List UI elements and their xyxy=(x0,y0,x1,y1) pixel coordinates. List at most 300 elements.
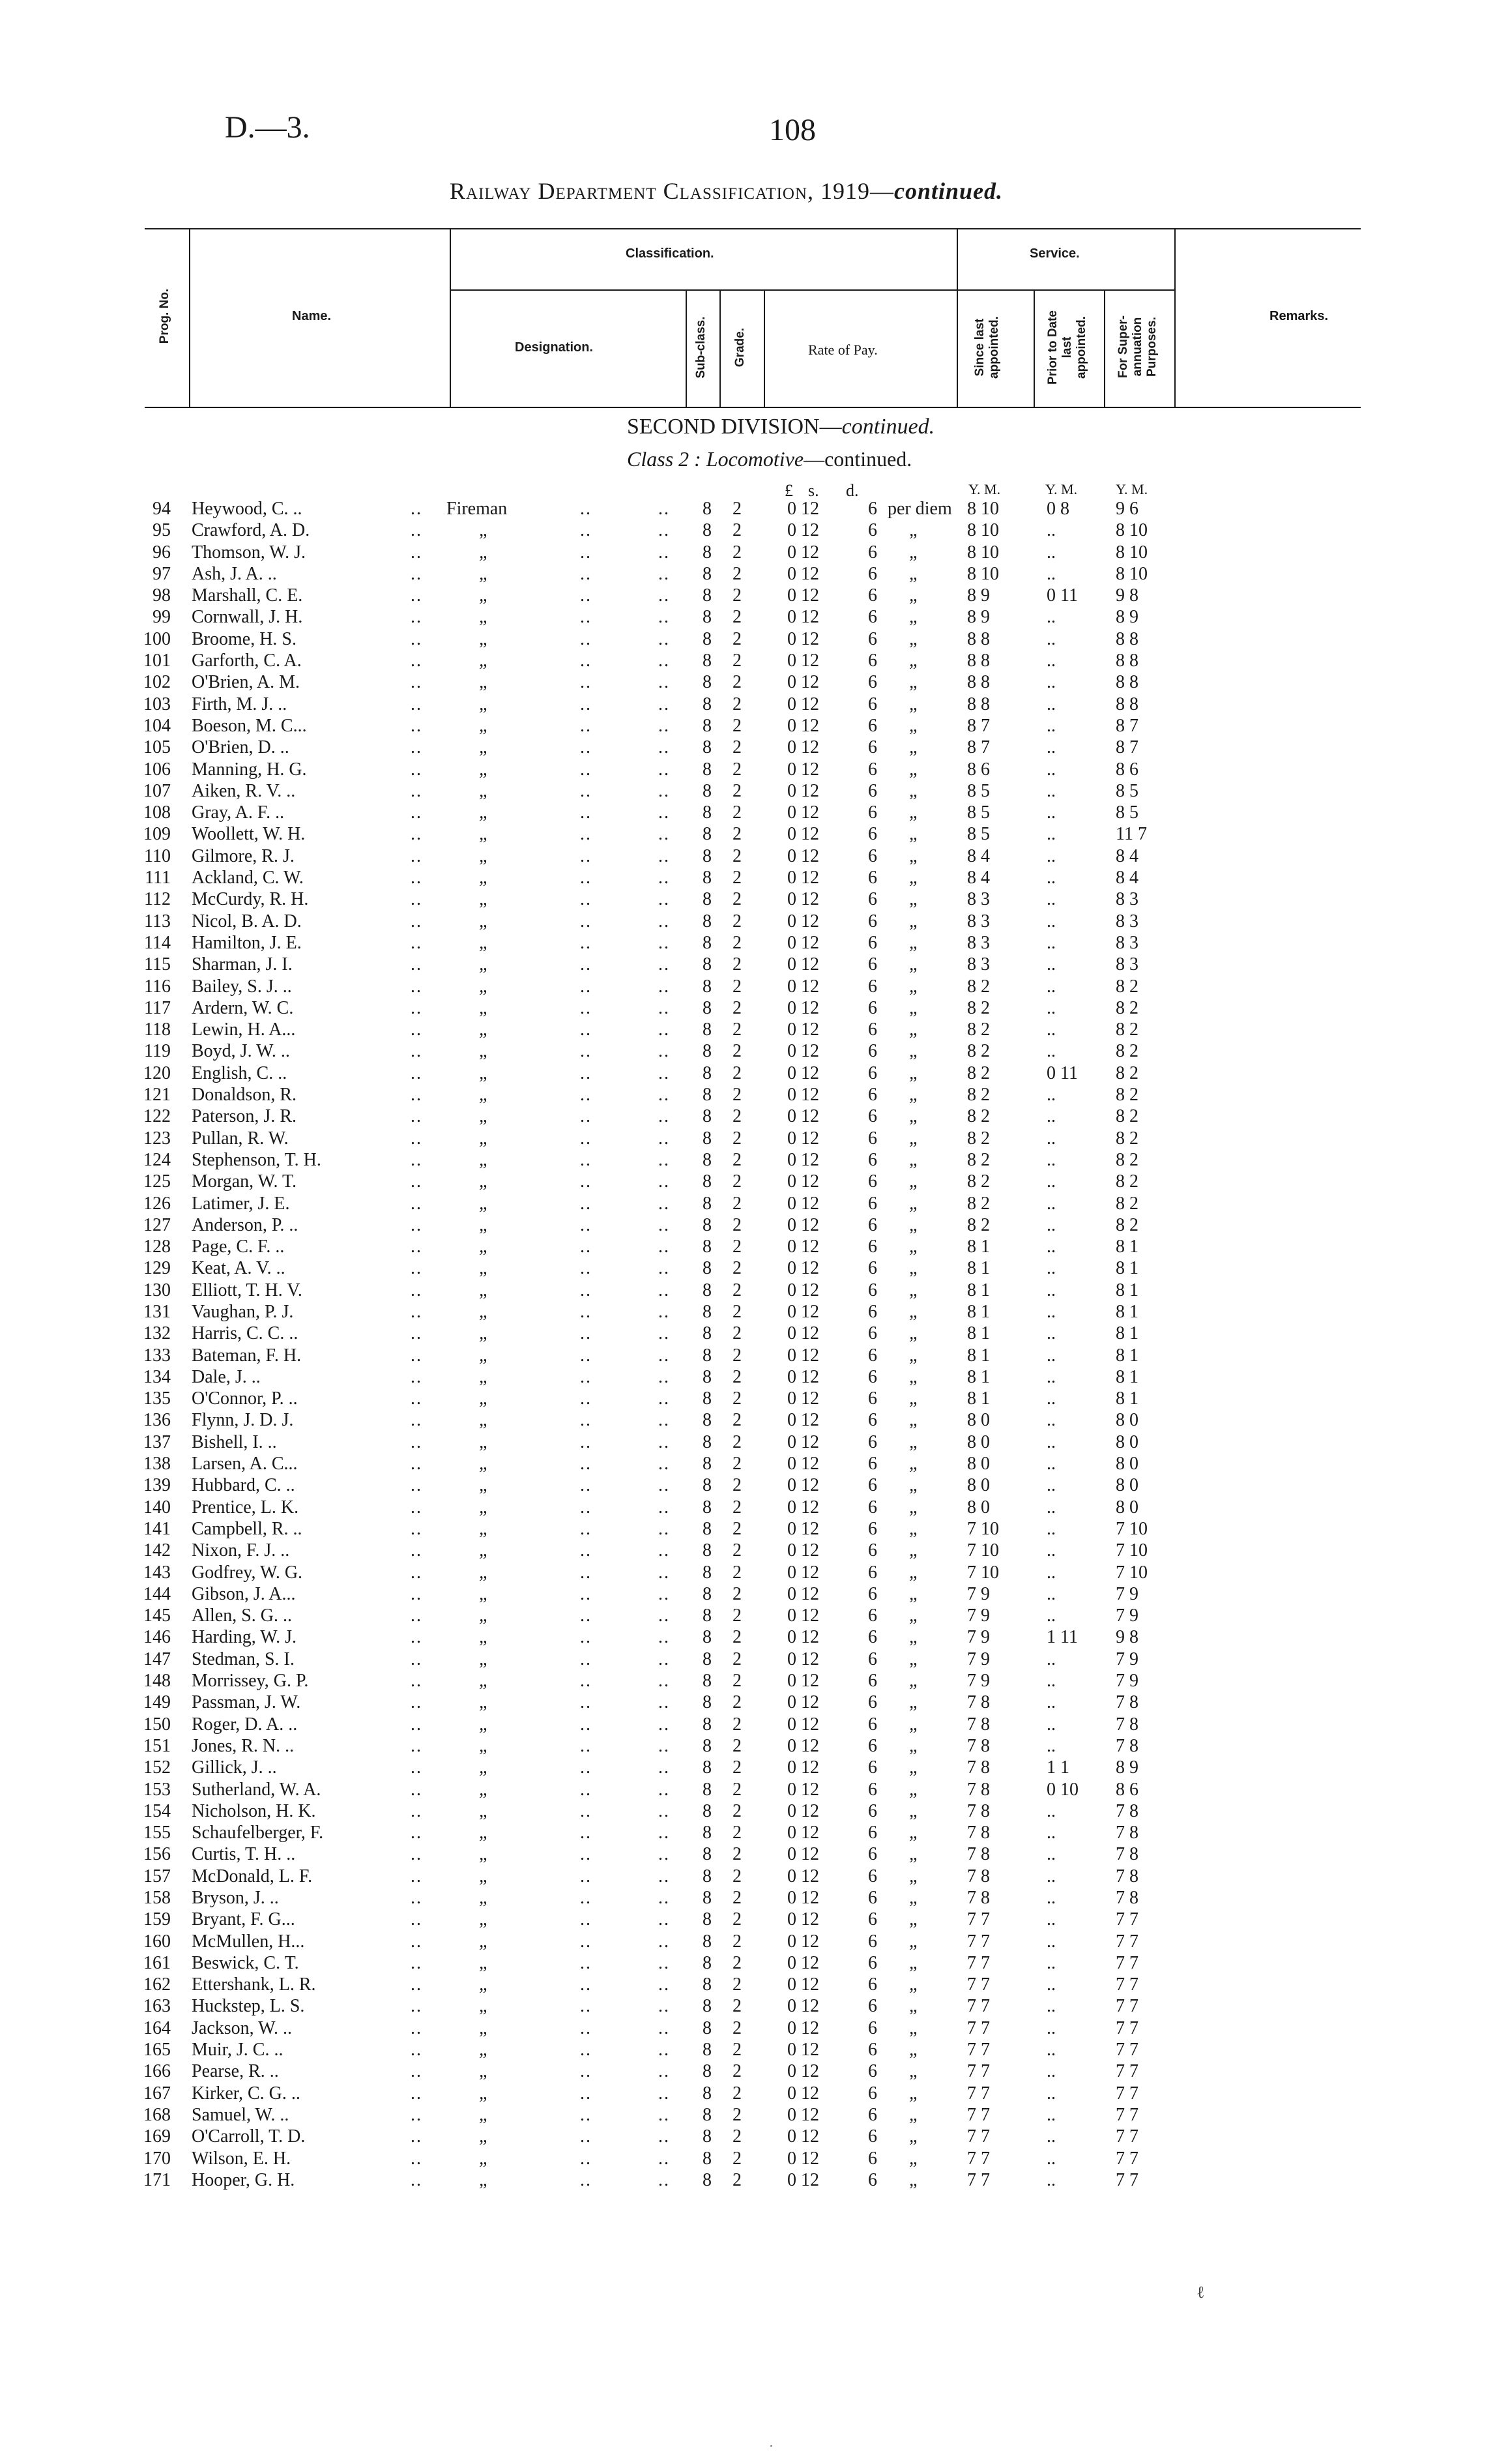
grade: 2 xyxy=(732,607,742,628)
service-since-last: 7 9 xyxy=(967,1649,990,1669)
prog-no: 159 xyxy=(143,1909,171,1930)
designation: „ xyxy=(479,759,489,780)
leader-dots: .. xyxy=(658,737,670,758)
leader-dots: .. xyxy=(580,1301,592,1322)
service-prior: .. xyxy=(1047,1214,1056,1235)
service-superannuation: 7 7 xyxy=(1116,2083,1138,2104)
grade: 2 xyxy=(732,2104,742,2125)
service-superannuation: 9 8 xyxy=(1116,1627,1138,1648)
employee-name: Crawford, A. D. xyxy=(192,520,310,541)
rate-of-pay: 0 12 xyxy=(787,563,819,584)
rate-of-pay: 0 12 xyxy=(787,1301,819,1322)
prog-no: 156 xyxy=(143,1844,171,1865)
service-prior: .. xyxy=(1047,1518,1056,1539)
prog-no: 142 xyxy=(143,1540,171,1561)
service-since-last: 8 2 xyxy=(967,1085,990,1106)
prog-no: 108 xyxy=(143,802,171,823)
grade: 2 xyxy=(732,1237,742,1257)
subclass: 8 xyxy=(703,780,712,801)
grade: 2 xyxy=(732,802,742,823)
rate-of-pay: 0 12 xyxy=(787,780,819,801)
per-diem: „ xyxy=(909,1974,920,1995)
service-prior: .. xyxy=(1047,1735,1056,1756)
grade: 2 xyxy=(732,780,742,801)
designation: „ xyxy=(479,1671,489,1692)
per-diem: „ xyxy=(909,1996,920,2017)
employee-name: Firth, M. J. .. xyxy=(192,694,287,714)
grade: 2 xyxy=(732,976,742,997)
service-prior: .. xyxy=(1047,1410,1056,1431)
leader-dots: .. xyxy=(580,1063,592,1083)
per-diem: „ xyxy=(909,1909,920,1930)
leader-dots: .. xyxy=(658,1431,670,1452)
table-row xyxy=(0,802,1493,823)
grade: 2 xyxy=(732,694,742,714)
per-diem: „ xyxy=(909,585,920,606)
prog-no: 128 xyxy=(143,1237,171,1257)
pence: 6 xyxy=(868,1888,877,1908)
service-prior: .. xyxy=(1047,1475,1056,1496)
grade: 2 xyxy=(732,585,742,606)
designation: „ xyxy=(479,2083,489,2104)
leader-dots: .. xyxy=(580,976,592,997)
service-prior: .. xyxy=(1047,1800,1056,1821)
service-prior: .. xyxy=(1047,1671,1056,1692)
leader-dots: .. xyxy=(580,1996,592,2017)
leader-dots: .. xyxy=(658,651,670,671)
per-diem: „ xyxy=(909,628,920,649)
service-prior: 0 8 xyxy=(1047,499,1069,519)
grade: 2 xyxy=(732,845,742,866)
pence: 6 xyxy=(868,976,877,997)
leader-dots: .. xyxy=(658,2017,670,2038)
per-diem: „ xyxy=(909,1800,920,1821)
table-row xyxy=(0,1280,1493,1301)
rate-of-pay: 0 12 xyxy=(787,607,819,628)
service-superannuation: 8 2 xyxy=(1116,1171,1138,1192)
rate-of-pay: 0 12 xyxy=(787,932,819,953)
leader-dots: .. xyxy=(658,1714,670,1735)
leader-dots: .. xyxy=(580,1823,592,1843)
leader-dots: .. xyxy=(658,1214,670,1235)
per-diem: „ xyxy=(909,1388,920,1409)
leader-dots: .. xyxy=(580,1041,592,1062)
leader-dots: .. xyxy=(411,1149,422,1170)
rate-of-pay: 0 12 xyxy=(787,954,819,975)
prog-no: 139 xyxy=(143,1475,171,1496)
service-prior: .. xyxy=(1047,976,1056,997)
employee-name: English, C. .. xyxy=(192,1063,287,1083)
header-rate-of-pay: Rate of Pay. xyxy=(808,342,878,358)
table-row xyxy=(0,542,1493,563)
per-diem: „ xyxy=(909,2169,920,2190)
service-superannuation: 7 7 xyxy=(1116,2126,1138,2147)
service-prior: .. xyxy=(1047,1085,1056,1106)
subclass: 8 xyxy=(703,2104,712,2125)
prog-no: 163 xyxy=(143,1996,171,2017)
rule-v-prog xyxy=(189,228,190,408)
employee-name: Vaughan, P. J. xyxy=(192,1301,294,1322)
subclass: 8 xyxy=(703,1779,712,1800)
page-number: 108 xyxy=(769,113,816,147)
subclass: 8 xyxy=(703,1627,712,1648)
service-prior: .. xyxy=(1047,1952,1056,1973)
service-prior: .. xyxy=(1047,1866,1056,1886)
leader-dots: .. xyxy=(411,2040,422,2061)
leader-dots: .. xyxy=(658,976,670,997)
designation: „ xyxy=(479,1323,489,1344)
pence: 6 xyxy=(868,585,877,606)
service-since-last: 8 3 xyxy=(967,954,990,975)
service-prior: .. xyxy=(1047,715,1056,736)
leader-dots: .. xyxy=(658,1388,670,1409)
per-diem: „ xyxy=(909,1562,920,1583)
pence: 6 xyxy=(868,824,877,845)
designation: Fireman xyxy=(446,499,508,519)
leader-dots: .. xyxy=(658,1041,670,1062)
leader-dots: .. xyxy=(580,824,592,845)
leader-dots: .. xyxy=(658,1800,670,1821)
subclass: 8 xyxy=(703,1410,712,1431)
leader-dots: .. xyxy=(580,1454,592,1474)
prog-no: 168 xyxy=(143,2104,171,2125)
grade: 2 xyxy=(732,499,742,519)
grade: 2 xyxy=(732,1671,742,1692)
rate-of-pay: 0 12 xyxy=(787,1149,819,1170)
leader-dots: .. xyxy=(658,1497,670,1518)
grade: 2 xyxy=(732,1323,742,1344)
prog-no: 135 xyxy=(143,1388,171,1409)
leader-dots: .. xyxy=(580,1779,592,1800)
table-row xyxy=(0,1952,1493,1974)
pence: 6 xyxy=(868,1757,877,1778)
margin-mark: ℓ xyxy=(1196,2283,1205,2302)
pence: 6 xyxy=(868,1714,877,1735)
per-diem: „ xyxy=(909,607,920,628)
grade: 2 xyxy=(732,1475,742,1496)
subclass: 8 xyxy=(703,1823,712,1843)
designation: „ xyxy=(479,694,489,714)
subclass: 8 xyxy=(703,1952,712,1973)
pence: 6 xyxy=(868,1410,877,1431)
designation: „ xyxy=(479,672,489,693)
service-since-last: 7 9 xyxy=(967,1606,990,1626)
subclass: 8 xyxy=(703,563,712,584)
designation: „ xyxy=(479,824,489,845)
service-since-last: 7 7 xyxy=(967,2104,990,2125)
subclass: 8 xyxy=(703,542,712,563)
pence: 6 xyxy=(868,1974,877,1995)
leader-dots: .. xyxy=(580,1540,592,1561)
rate-of-pay: 0 12 xyxy=(787,1106,819,1127)
prog-no: 122 xyxy=(143,1106,171,1127)
table-row xyxy=(0,1474,1493,1496)
employee-name: Woollett, W. H. xyxy=(192,824,306,845)
pence: 6 xyxy=(868,1909,877,1930)
service-superannuation: 8 1 xyxy=(1116,1388,1138,1409)
leader-dots: .. xyxy=(411,1193,422,1214)
employee-name: Boyd, J. W. .. xyxy=(192,1041,290,1062)
pence: 6 xyxy=(868,1692,877,1713)
grade: 2 xyxy=(732,1085,742,1106)
service-prior: 0 11 xyxy=(1047,1063,1078,1083)
subclass: 8 xyxy=(703,2126,712,2147)
service-prior: .. xyxy=(1047,868,1056,888)
service-prior: .. xyxy=(1047,1562,1056,1583)
subclass: 8 xyxy=(703,737,712,758)
table-row xyxy=(0,1714,1493,1735)
leader-dots: .. xyxy=(658,2061,670,2082)
leader-dots: .. xyxy=(411,976,422,997)
unit-super: Y. M. xyxy=(1116,481,1148,497)
per-diem: „ xyxy=(909,2040,920,2061)
per-diem: „ xyxy=(909,824,920,845)
employee-name: Harris, C. C. .. xyxy=(192,1323,298,1344)
table-row xyxy=(0,1453,1493,1474)
leader-dots: .. xyxy=(580,1388,592,1409)
service-superannuation: 7 7 xyxy=(1116,1996,1138,2017)
table-row xyxy=(0,1909,1493,1930)
service-since-last: 8 0 xyxy=(967,1475,990,1496)
subclass: 8 xyxy=(703,1019,712,1040)
employee-name: Garforth, C. A. xyxy=(192,651,302,671)
leader-dots: .. xyxy=(658,1540,670,1561)
employee-name: Bryant, F. G... xyxy=(192,1909,295,1930)
service-superannuation: 7 9 xyxy=(1116,1583,1138,1604)
leader-dots: .. xyxy=(580,2169,592,2190)
service-prior: .. xyxy=(1047,1714,1056,1735)
rate-of-pay: 0 12 xyxy=(787,976,819,997)
leader-dots: .. xyxy=(580,737,592,758)
rate-of-pay: 0 12 xyxy=(787,1888,819,1908)
leader-dots: .. xyxy=(580,1888,592,1908)
service-prior: .. xyxy=(1047,1171,1056,1192)
service-since-last: 8 10 xyxy=(967,542,999,563)
prog-no: 115 xyxy=(144,954,171,975)
grade: 2 xyxy=(732,1757,742,1778)
service-prior: .. xyxy=(1047,2083,1056,2104)
designation: „ xyxy=(479,802,489,823)
leader-dots: .. xyxy=(658,1128,670,1149)
prog-no: 152 xyxy=(143,1757,171,1778)
subclass: 8 xyxy=(703,1497,712,1518)
service-prior: .. xyxy=(1047,954,1056,975)
leader-dots: .. xyxy=(411,737,422,758)
leader-dots: .. xyxy=(411,1996,422,2017)
designation: „ xyxy=(479,1606,489,1626)
employee-name: Flynn, J. D. J. xyxy=(192,1410,294,1431)
unit-prior: Y. M. xyxy=(1045,481,1078,497)
employee-name: Nixon, F. J. .. xyxy=(192,1540,290,1561)
service-prior: .. xyxy=(1047,694,1056,714)
per-diem: „ xyxy=(909,1019,920,1040)
table-row xyxy=(0,1019,1493,1040)
per-diem: „ xyxy=(909,1063,920,1083)
employee-name: Prentice, L. K. xyxy=(192,1497,299,1518)
prog-no: 101 xyxy=(143,651,171,671)
leader-dots: .. xyxy=(658,672,670,693)
subclass: 8 xyxy=(703,1518,712,1539)
service-prior: .. xyxy=(1047,1128,1056,1149)
rate-of-pay: 0 12 xyxy=(787,1388,819,1409)
designation: „ xyxy=(479,1800,489,1821)
service-since-last: 7 8 xyxy=(967,1692,990,1713)
pence: 6 xyxy=(868,1583,877,1604)
employee-name: Harding, W. J. xyxy=(192,1627,297,1648)
employee-name: Dale, J. .. xyxy=(192,1366,261,1387)
leader-dots: .. xyxy=(580,1171,592,1192)
service-since-last: 8 2 xyxy=(967,976,990,997)
leader-dots: .. xyxy=(411,1366,422,1387)
employee-name: Curtis, T. H. .. xyxy=(192,1844,296,1865)
designation: „ xyxy=(479,1888,489,1908)
prog-no: 129 xyxy=(143,1258,171,1279)
leader-dots: .. xyxy=(658,499,670,519)
rate-of-pay: 0 12 xyxy=(787,1019,819,1040)
service-prior: .. xyxy=(1047,802,1056,823)
leader-dots: .. xyxy=(580,1974,592,1995)
designation: „ xyxy=(479,737,489,758)
service-prior: .. xyxy=(1047,2104,1056,2125)
leader-dots: .. xyxy=(658,1410,670,1431)
subclass: 8 xyxy=(703,1866,712,1886)
subclass: 8 xyxy=(703,1280,712,1300)
subclass: 8 xyxy=(703,1041,712,1062)
subclass: 8 xyxy=(703,1063,712,1083)
prog-no: 94 xyxy=(152,499,171,519)
per-diem: „ xyxy=(909,868,920,888)
service-prior: .. xyxy=(1047,2169,1056,2190)
subclass: 8 xyxy=(703,824,712,845)
per-diem: „ xyxy=(909,780,920,801)
subclass: 8 xyxy=(703,802,712,823)
service-superannuation: 8 0 xyxy=(1116,1431,1138,1452)
pence: 6 xyxy=(868,563,877,584)
subclass: 8 xyxy=(703,997,712,1018)
per-diem: „ xyxy=(909,1735,920,1756)
table-row xyxy=(0,2126,1493,2147)
leader-dots: .. xyxy=(580,1280,592,1300)
rate-of-pay: 0 12 xyxy=(787,2169,819,2190)
rate-of-pay: 0 12 xyxy=(787,1692,819,1713)
rate-of-pay: 0 12 xyxy=(787,911,819,931)
service-since-last: 8 3 xyxy=(967,932,990,953)
designation: „ xyxy=(479,2148,489,2169)
table-row xyxy=(0,1540,1493,1561)
grade: 2 xyxy=(732,1149,742,1170)
division-title-suffix: continued. xyxy=(841,415,935,439)
subclass: 8 xyxy=(703,1583,712,1604)
table-row xyxy=(0,759,1493,780)
prog-no: 143 xyxy=(143,1562,171,1583)
leader-dots: .. xyxy=(411,1823,422,1843)
grade: 2 xyxy=(732,1692,742,1713)
employee-name: Boeson, M. C... xyxy=(192,715,307,736)
table-row xyxy=(0,737,1493,758)
pence: 6 xyxy=(868,2061,877,2082)
rate-of-pay: 0 12 xyxy=(787,997,819,1018)
table-row xyxy=(0,1366,1493,1388)
pence: 6 xyxy=(868,1866,877,1886)
per-diem: „ xyxy=(909,737,920,758)
service-prior: .. xyxy=(1047,1454,1056,1474)
rate-of-pay: 0 12 xyxy=(787,1909,819,1930)
rate-of-pay: 0 12 xyxy=(787,585,819,606)
leader-dots: .. xyxy=(411,954,422,975)
leader-dots: .. xyxy=(411,1345,422,1366)
header-prior-to-date: Prior to Date last appointed. xyxy=(1046,310,1088,385)
per-diem: „ xyxy=(909,889,920,910)
per-diem: „ xyxy=(909,932,920,953)
leader-dots: .. xyxy=(411,672,422,693)
grade: 2 xyxy=(732,651,742,671)
pence: 6 xyxy=(868,1128,877,1149)
grade: 2 xyxy=(732,1041,742,1062)
employee-name: Page, C. F. .. xyxy=(192,1237,285,1257)
rule-v-name xyxy=(450,228,451,408)
subclass: 8 xyxy=(703,1431,712,1452)
class-name: Locomotive xyxy=(706,447,804,471)
grade: 2 xyxy=(732,1844,742,1865)
rate-of-pay: 0 12 xyxy=(787,1757,819,1778)
service-prior: .. xyxy=(1047,997,1056,1018)
leader-dots: .. xyxy=(411,1237,422,1257)
header-since-last: Since last appointed. xyxy=(973,315,1001,379)
leader-dots: .. xyxy=(580,1866,592,1886)
pence: 6 xyxy=(868,1085,877,1106)
per-diem: „ xyxy=(909,1431,920,1452)
service-prior: .. xyxy=(1047,1237,1056,1257)
leader-dots: .. xyxy=(411,780,422,801)
service-superannuation: 7 7 xyxy=(1116,2104,1138,2125)
leader-dots: .. xyxy=(411,2169,422,2190)
subclass: 8 xyxy=(703,628,712,649)
pence: 6 xyxy=(868,1627,877,1648)
employee-name: Ettershank, L. R. xyxy=(192,1974,316,1995)
leader-dots: .. xyxy=(411,845,422,866)
service-superannuation: 7 8 xyxy=(1116,1800,1138,1821)
rate-of-pay: 0 12 xyxy=(787,1974,819,1995)
leader-dots: .. xyxy=(658,1649,670,1669)
service-since-last: 8 2 xyxy=(967,1041,990,1062)
leader-dots: .. xyxy=(580,1497,592,1518)
service-superannuation: 8 0 xyxy=(1116,1454,1138,1474)
employee-name: Manning, H. G. xyxy=(192,759,307,780)
rate-of-pay: 0 12 xyxy=(787,2104,819,2125)
leader-dots: .. xyxy=(658,954,670,975)
subclass: 8 xyxy=(703,1974,712,1995)
table-row xyxy=(0,2148,1493,2169)
leader-dots: .. xyxy=(658,2104,670,2125)
header-name: Name. xyxy=(292,309,332,323)
grade: 2 xyxy=(732,1714,742,1735)
service-prior: .. xyxy=(1047,1345,1056,1366)
leader-dots: .. xyxy=(580,1735,592,1756)
leader-dots: .. xyxy=(580,1649,592,1669)
per-diem: „ xyxy=(909,1366,920,1387)
table-row xyxy=(0,498,1493,520)
service-superannuation: 8 2 xyxy=(1116,1085,1138,1106)
employee-name: Donaldson, R. xyxy=(192,1085,297,1106)
leader-dots: .. xyxy=(411,997,422,1018)
service-since-last: 7 9 xyxy=(967,1627,990,1648)
leader-dots: .. xyxy=(580,2104,592,2125)
service-superannuation: 8 2 xyxy=(1116,1149,1138,1170)
rate-of-pay: 0 12 xyxy=(787,1280,819,1300)
pence: 6 xyxy=(868,845,877,866)
pence: 6 xyxy=(868,1323,877,1344)
service-prior: .. xyxy=(1047,672,1056,693)
